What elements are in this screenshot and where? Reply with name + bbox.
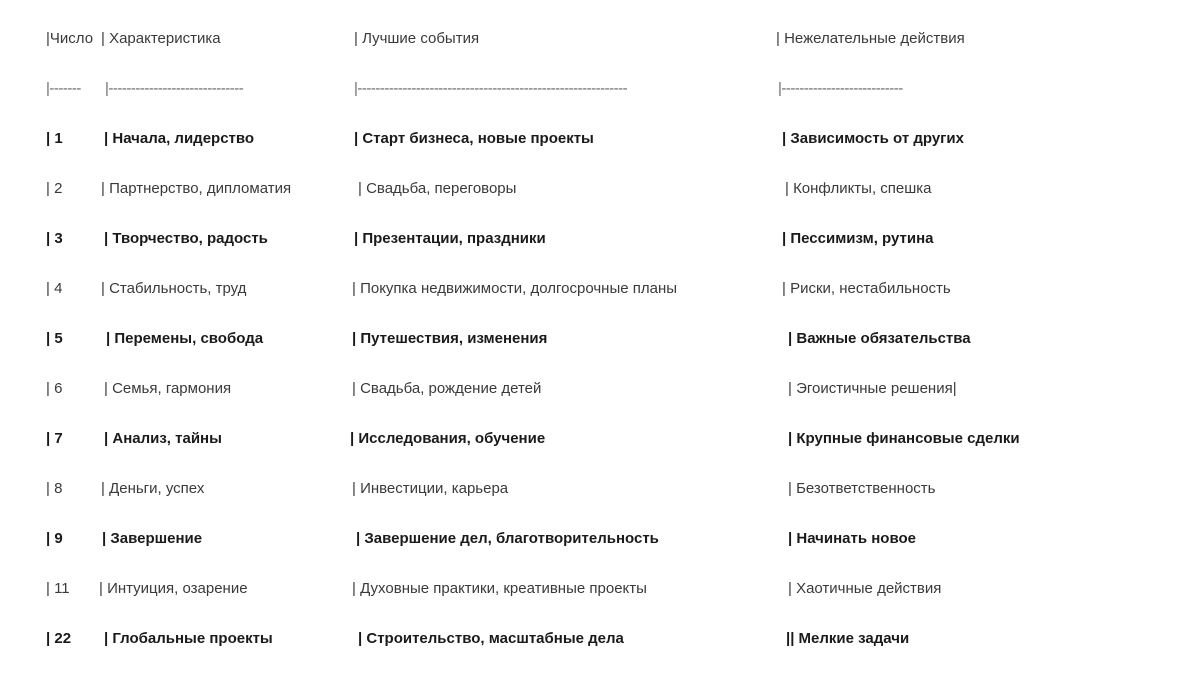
row-number: | 1 (46, 130, 63, 147)
row-unwanted-actions: | Важные обязательства (788, 330, 971, 347)
header-unwanted-actions-label: | Нежелательные действия (776, 30, 965, 47)
row-number: | 8 (46, 480, 63, 497)
row-number: | 9 (46, 530, 63, 547)
row-characteristic: | Перемены, свобода (106, 330, 264, 347)
separator-best-events: |------------------------------------------------------------ (354, 80, 628, 97)
row-unwanted-actions: | Безответственность (788, 480, 936, 497)
row-number: | 11 (46, 580, 70, 597)
row-number: | 2 (46, 180, 63, 197)
row-unwanted-actions: | Хаотичные действия (788, 580, 942, 597)
table-row (0, 424, 1200, 454)
row-number: | 3 (46, 230, 63, 247)
header-number-label: |Число (46, 30, 94, 47)
row-number: | 4 (46, 280, 63, 297)
row-best-events: | Презентации, праздники (354, 230, 546, 247)
header-best-events-label: | Лучшие события (354, 30, 480, 47)
row-characteristic: | Начала, лидерство (104, 130, 255, 147)
row-characteristic: | Партнерство, дипломатия (101, 180, 292, 197)
row-best-events: | Путешествия, изменения (352, 330, 548, 347)
table-row (0, 174, 1200, 204)
table-row (0, 624, 1200, 654)
row-unwanted-actions: | Пессимизм, рутина (782, 230, 934, 247)
table-row (0, 124, 1200, 154)
row-best-events: | Исследования, обучение (350, 430, 546, 447)
table-row (0, 374, 1200, 404)
header-characteristic-label: | Характеристика (101, 30, 221, 47)
table-row (0, 474, 1200, 504)
row-best-events: | Свадьба, рождение детей (352, 380, 542, 397)
table-row (0, 324, 1200, 354)
row-number: | 7 (46, 430, 63, 447)
row-characteristic: | Глобальные проекты (104, 630, 273, 647)
row-characteristic: | Анализ, тайны (104, 430, 222, 447)
table-separator-line (0, 74, 1200, 104)
row-best-events: | Строительство, масштабные дела (358, 630, 624, 647)
row-characteristic: | Семья, гармония (104, 380, 232, 397)
row-number: | 6 (46, 380, 63, 397)
separator-number: |------- (46, 80, 81, 97)
row-best-events: | Старт бизнеса, новые проекты (354, 130, 594, 147)
row-best-events: | Духовные практики, креативные проекты (352, 580, 647, 597)
row-unwanted-actions: | Эгоистичные решения| (788, 380, 957, 397)
row-best-events: | Инвестиции, карьера (352, 480, 509, 497)
row-characteristic: | Интуиция, озарение (99, 580, 248, 597)
row-unwanted-actions: | Зависимость от других (782, 130, 964, 147)
row-best-events: | Завершение дел, благотворительность (356, 530, 659, 547)
table-row (0, 524, 1200, 554)
table-row (0, 224, 1200, 254)
row-best-events: | Покупка недвижимости, долгосрочные планы (352, 280, 678, 297)
row-characteristic: | Деньги, успех (101, 480, 205, 497)
row-characteristic: | Стабильность, труд (101, 280, 247, 297)
row-unwanted-actions: | Конфликты, спешка (785, 180, 932, 197)
table-row (0, 274, 1200, 304)
row-unwanted-actions: | Крупные финансовые сделки (788, 430, 1020, 447)
row-best-events: | Свадьба, переговоры (358, 180, 517, 197)
row-number: | 5 (46, 330, 63, 347)
row-unwanted-actions: | Начинать новое (788, 530, 916, 547)
row-number: | 22 (46, 630, 72, 647)
table-row (0, 574, 1200, 604)
table-header-line (0, 24, 1200, 54)
row-unwanted-actions: | Риски, нестабильность (782, 280, 951, 297)
separator-characteristic: |------------------------------ (105, 80, 244, 97)
row-characteristic: | Завершение (102, 530, 203, 547)
separator-unwanted-actions: |--------------------------- (778, 80, 903, 97)
row-characteristic: | Творчество, радость (104, 230, 268, 247)
row-unwanted-actions: || Мелкие задачи (786, 630, 910, 647)
